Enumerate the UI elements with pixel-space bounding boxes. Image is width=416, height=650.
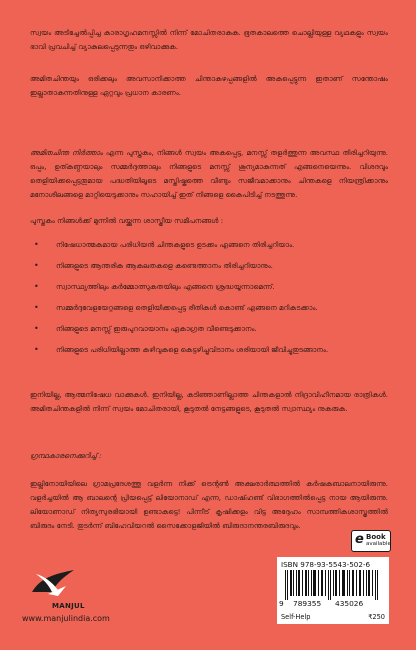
isbn-digits-group-1: 789355 — [293, 599, 322, 608]
point-text: സ്വാസ്ഥ്യത്തിലും കർമ്മോത്സുകതയിലും എങ്ങനെ ശ്രദ്ധയൂന്നാമെന്ന്. — [56, 282, 275, 291]
author-heading: ഗ്രന്ഥകാരനെക്കുറിച്ച് : — [30, 451, 102, 460]
point-text: നിഷേധാത്മകമായ പരിധിയൻ ചിന്തകളുടെ ഉടക്കം എങ്ങനെ തിരിച്ചറിയാം. — [56, 240, 295, 249]
isbn-label: ISBN 978-93-5543-502-6 — [281, 560, 371, 569]
isbn-digit-first: 9 — [279, 599, 284, 608]
point-text: നിങ്ങളുടെ ആന്തരിക ആകലതകളെ കണ്ടെത്താനം തിരിച്ചറിയാനും. — [56, 261, 273, 270]
publisher-logo — [18, 566, 118, 636]
publisher-website: www.manjulindia.com — [22, 614, 110, 623]
blurb-paragraph-2: അമിതചിന്തയും ഒരിക്കലും അവസാനിക്കാത്ത ചിന്താകുഴപ്പങ്ങളിൽ അകപ്പെട്ടുന്ന ഇതാണ് സന്തോഷം ഇല്ലാതാകുന്നതിനുള്ള ഏറ്റവും പ്രധാന കാരണം. — [30, 74, 388, 97]
list-item — [30, 301, 385, 315]
ebook-available: available — [366, 541, 391, 547]
blurb-paragraph-3-body: എന്ന പുസ്തകം, നിങ്ങൾ സ്വയം അകപ്പെട്ട, മനസ്സ് തളർത്തുന്ന അവസ്ഥ തിരിച്ചറിയുന്നു. ഒപ്പം, ഉത്കണ്ഠയാലും സമ്മർദ്ദത്താലും നിങ്ങളുടെ മനസ്സ് ശൂന്യമാകുന്നത് എങ്ങനെയെന്നും. വിശദവും തെളിയിക്കപ്പെട്ടതുമായ പദ്ധതിയിലൂടെ മസ്തിഷ്കത്തെ വീണ്ടും സജീവമാക്കാനും ചിന്തകളെ നിയന്ത്രിക്കാനും മനോശീലങ്ങളെ മാറ്റിയെടുക്കാനും സഹായിച്ച് ഇത് നിങ്ങളെ കൈപിടിച്ച് നടത്തുന്നു. — [30, 148, 388, 199]
blurb-paragraph-4: ഇനിയില്ല, ആത്മനിഷേധ വാക്കുകൾ. ഇനിയില്ല, കടിഞ്ഞാണില്ലാത്ത ചിന്തകളാൽ നിദ്രാവിഹീനമായ രാത്രികൾ. അമിതചിന്തകളിൽ നിന്ന് സ്വയം മോചിതരായി, കൂടുതൽ നേട്ടങ്ങളുടെ, കൂടുതൽ സ്വാസ്ഥ്യം നുകരുക. — [30, 390, 388, 413]
list-item — [30, 238, 385, 252]
ebook-badge — [351, 530, 391, 552]
author-bio: ഇല്ലിനോയിയിലെ ഗ്രാമപ്രദേശത്തു വളർന്ന നിക്ക് ട്രെന്റൺ അക്ഷരാർത്ഥത്തിൽ കർഷകബാലനായിരുന്നു. വളർച്ചയിൽ ആ ബാലന്റെ പ്രിയപ്പെട്ട് ലിയോനാഡ് എന്ന, ഡാഷ്ഹണ്ട് വിഭാഗത്തിൽപ്പെട്ട നായ ആയിരുന്നു. ലിയോണാഡ് നിത്യസുരഭിയായി ഉണ്ടാകട്ടെ! പിന്നീട് കൃഷിക്കളം വിട്ട അദ്ദേഹം സാമ്പത്തികശാസ്ത്രത്തിൽ ബിരുദം നേടി. തുടർന്ന് ബിഹേവിയറൽ സൈക്കോളജിയിൽ ബിരുദാനന്തരബിരുദവും. — [30, 479, 388, 530]
bullet-icon: • — [34, 303, 39, 312]
ebook-e-icon: e — [355, 532, 364, 547]
genre-label: Self-Help — [281, 613, 311, 621]
list-item — [30, 343, 385, 357]
bullet-icon: • — [34, 261, 39, 270]
bullet-icon: • — [34, 345, 39, 354]
blurb-paragraph-3 — [30, 146, 388, 202]
points-list — [30, 238, 385, 364]
bird-logo-icon — [18, 566, 88, 606]
bullet-icon: • — [34, 240, 39, 249]
list-item — [30, 259, 385, 273]
points-intro: പുസ്തകം നിങ്ങൾക്ക് മുന്നിൽ വയ്ക്കുന്ന ശാസ്ത്രീയ സമീപനങ്ങൾ : — [30, 216, 224, 225]
barcode-icon — [281, 570, 385, 600]
ebook-word: Book — [366, 533, 386, 541]
isbn-digits-group-2: 435026 — [335, 599, 364, 608]
bullet-icon: • — [34, 282, 39, 291]
isbn-barcode-box — [277, 557, 389, 624]
point-text: നിങ്ങളുടെ പരിധിയില്ലാത്ത കഴിവുകളെ കെട്ടഴിച്ചുവിടാനം ശരിയായി ജീവിച്ചുതുടങ്ങാനം. — [56, 345, 329, 354]
point-text: സമ്മർദ്ദവേളയേറ്റങ്ങളെ തെളിയിക്കപ്പെട്ട രീതികൾ കൊണ്ട് എങ്ങനെ മറികടക്കാം. — [56, 303, 318, 312]
book-title-italic: അമിതചിന്ത നിർത്താം — [30, 148, 103, 157]
list-item — [30, 280, 385, 294]
bullet-icon: • — [34, 324, 39, 333]
publisher-name: MANJUL — [52, 602, 85, 610]
price-label: ₹250 — [368, 613, 385, 621]
point-text: നിങ്ങളുടെ മനസ്സ് ഇരുപുറവായാനം ഏകാഗ്രത വീണ്ടെടുക്കാനം. — [56, 324, 257, 333]
list-item — [30, 322, 385, 336]
blurb-paragraph-1: സ്വയം അടിച്ചേൽപ്പിച്ച കാരാഗൃഹമനസ്സിൽ നിന്ന് മോചിതരാകുക. ഭൂതകാലത്തെ ചൊല്ലിയുള്ള വ്യഥകളും സ്വയം ഭാവി പ്രവചിച്ച് വ്യാകുലപ്പെടുന്നതും ഒഴിവാക്കുക. — [30, 28, 388, 51]
